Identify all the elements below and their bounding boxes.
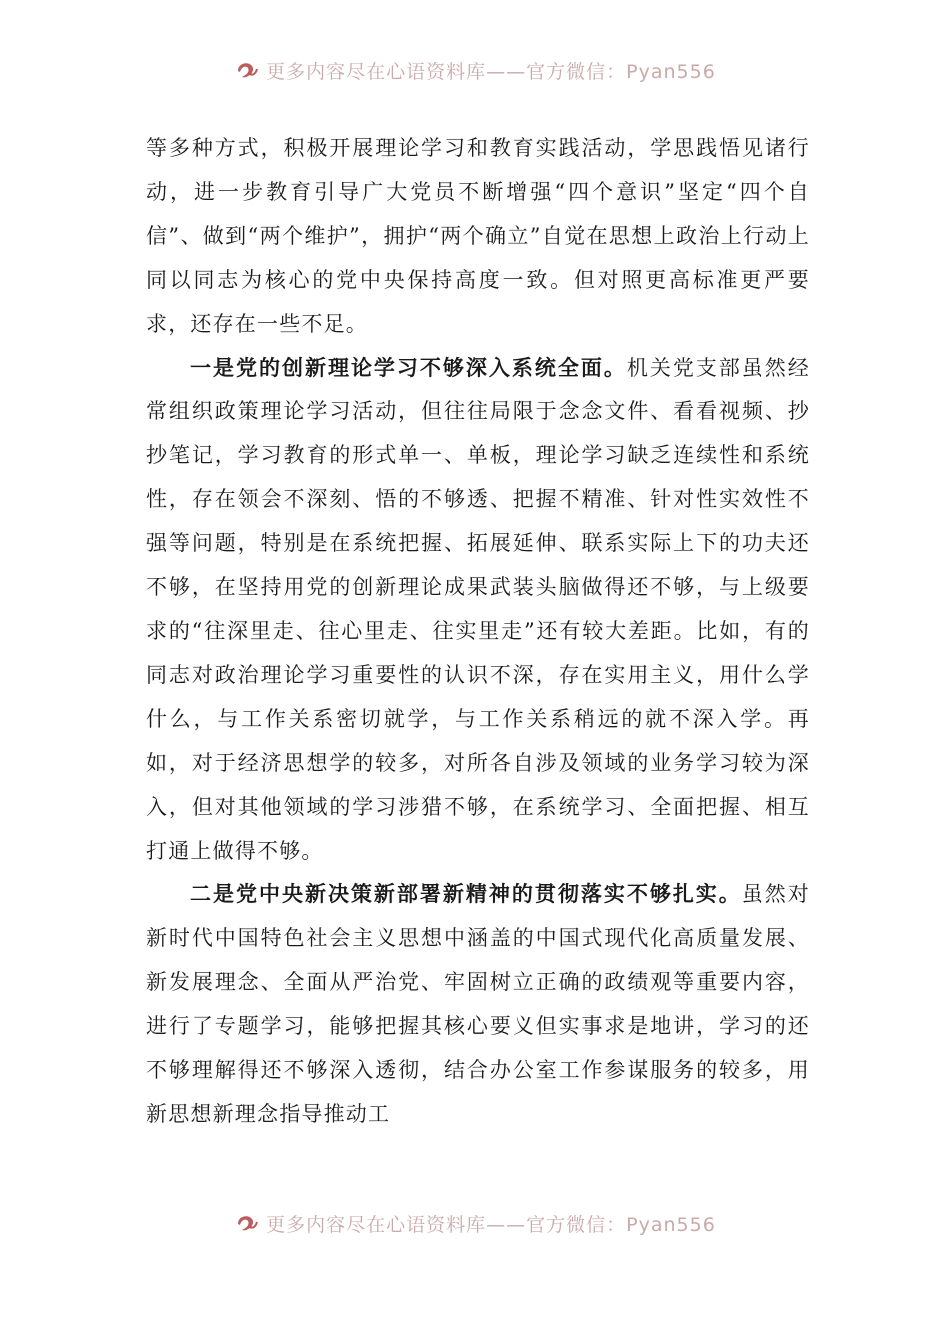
document-body <box>146 127 810 1137</box>
watermark-text: 更多内容尽在心语资料库——官方微信：Pyan556 <box>266 1213 716 1236</box>
logo-icon <box>234 1210 260 1236</box>
paragraph-text: 等多种方式，积极开展理论学习和教育实践活动，学思践悟见诸行动，进一步教育引导广大党员不断增强“四个意识”坚定“四个自信”、做到“两个维护”，拥护“两个确立”自觉在思想上政治上行动上同以同志为核心的党中央保持高度一致。但对照更高标准更严要求，还存在一些不足。 <box>146 136 810 336</box>
paragraph-lead: 一是党的创新理论学习不够深入系统全面。 <box>190 355 627 380</box>
watermark-footer <box>0 1205 950 1241</box>
watermark-text: 更多内容尽在心语资料库——官方微信：Pyan556 <box>266 60 716 83</box>
paragraph-text: 虽然对新时代中国特色社会主义思想中涵盖的中国式现代化高质量发展、新发展理念、全面从严治党、牢固树立正确的政绩观等重要内容，进行了专题学习，能够把握其核心要义但实事求是地讲，学习的还不够理解得还不够深入透彻，结合办公室工作参谋服务的较多，用新思想新理念指导推动工 <box>146 882 810 1126</box>
paragraph <box>146 347 810 874</box>
watermark-header <box>0 52 950 88</box>
paragraph-text: 机关党支部虽然经常组织政策理论学习活动，但往往局限于念念文件、看看视频、抄抄笔记，学习教育的形式单一、单板，理论学习缺乏连续性和系统性，存在领会不深刻、悟的不够透、把握不精准、针对性实效性不强等问题，特别是在系统把握、拓展延伸、联系实际上下的功夫还不够，在坚持用党的创新理论成果武装头脑做得还不够，与上级要求的“往深里走、往心里走、往实里走”还有较大差距。比如，有的同志对政治理论学习重要性的认识不深，存在实用主义，用什么学什么，与工作关系密切就学，与工作关系稍远的就不深入学。再如，对于经济思想学的较多，对所各自涉及领域的业务学习较为深入，但对其他领域的学习涉猎不够，在系统学习、全面把握、相互打通上做得不够。 <box>146 355 810 863</box>
paragraph <box>146 873 810 1136</box>
paragraph <box>146 127 810 347</box>
paragraph-lead: 二是党中央新决策新部署新精神的贯彻落实不够扎实。 <box>190 882 742 907</box>
logo-icon <box>234 57 260 83</box>
